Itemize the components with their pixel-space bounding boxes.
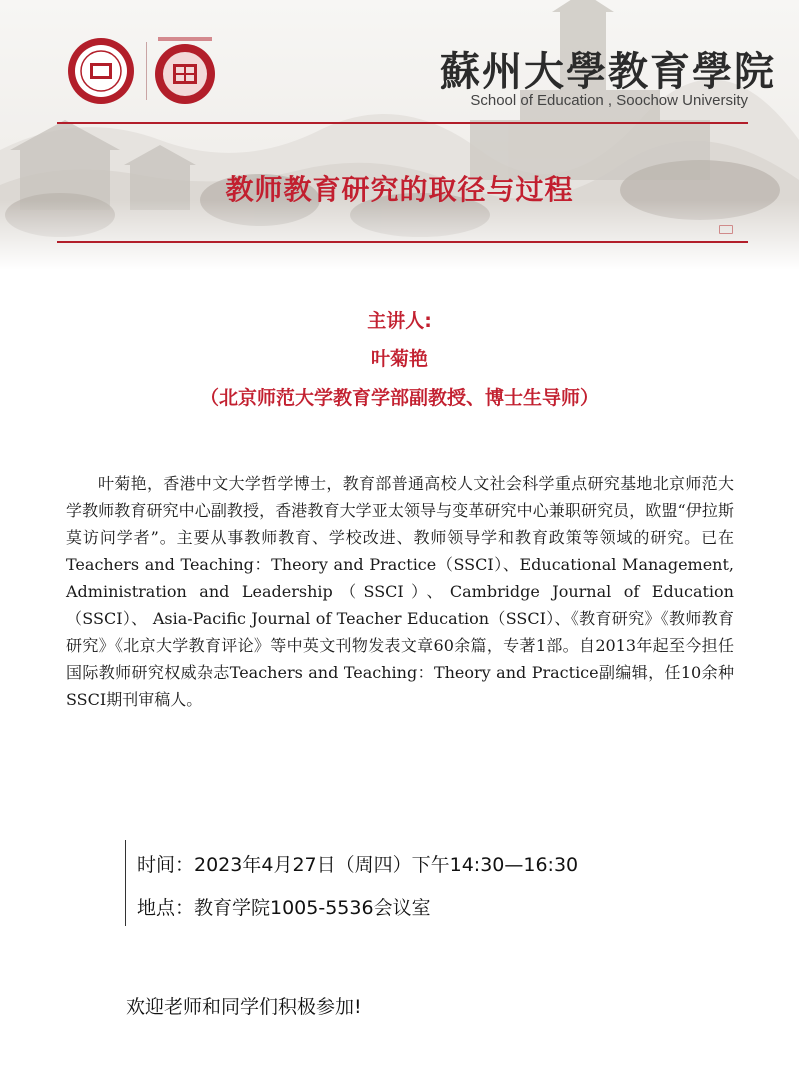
header-banner bbox=[0, 0, 799, 270]
welcome-message: 欢迎老师和同学们积极参加! bbox=[126, 996, 362, 1018]
speaker-label: 主讲人: bbox=[367, 310, 432, 332]
school-name-english: School of Education , Soochow University bbox=[470, 92, 748, 109]
header-bottom-rule bbox=[57, 241, 748, 243]
event-time: 时间：2023年4月27日（周四）下午14:30—16:30 bbox=[137, 854, 579, 876]
speaker-title: （北京师范大学教育学部副教授、博士生导师） bbox=[199, 387, 599, 409]
speaker-biography: 叶菊艳，香港中文大学哲学博士，教育部普通高校人文社会科学重点研究基地北京师范大学教师教育研究中心副教授，香港教育大学亚太领导与变革研究中心兼职研究员，欧盟“伊拉斯莫访问学者”。主要从事教师教育、学校改进、教师领导学和教育政策等领域的研究。已在 Teachers and Teaching：Theory and Practice（SSCI）、Educational Management, Administration and Leadership（SSCI）、Cambridge Journal of Education（SSCI）、 Asia-Pacific Journal of Teacher Education（SSCI）、《教育研究》《教师教育研究》《北京大学教育评论》等中英文刊物发表文章60余篇，专著1部。自2013年起至今担任国际教师研究权威杂志Teachers and Teaching：Theory and Practice副编辑，任10余种SSCI期刊审稿人。 bbox=[66, 474, 734, 709]
soochow-university-seal-logo bbox=[66, 36, 136, 106]
seal-stamp-mark bbox=[719, 225, 733, 234]
header-top-rule bbox=[57, 122, 748, 124]
speaker-name: 叶菊艳 bbox=[370, 348, 428, 370]
info-vertical-bar bbox=[125, 840, 126, 926]
school-name-chinese: 蘇州大學教育學院 bbox=[440, 48, 776, 95]
logo-divider bbox=[146, 42, 147, 100]
school-of-education-emblem-logo bbox=[152, 34, 218, 108]
lecture-title: 教师教育研究的取径与过程 bbox=[225, 173, 574, 206]
event-location: 地点：教育学院1005-5536会议室 bbox=[137, 897, 431, 919]
